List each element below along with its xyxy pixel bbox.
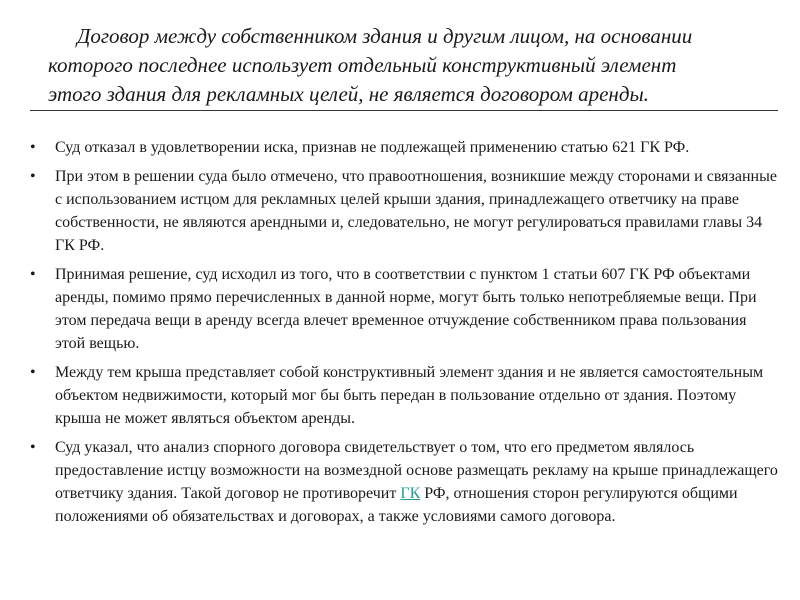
- title-line-3: этого здания для рекламных целей, не является договором аренды.: [48, 82, 649, 106]
- bullet-item-1: [30, 136, 780, 159]
- bullet-list: [30, 136, 780, 534]
- bullet-marker: •: [30, 168, 36, 185]
- gk-link[interactable]: ГК: [400, 485, 421, 502]
- bullet-marker: •: [30, 266, 36, 283]
- title-line-2: которого последнее использует отдельный конструктивный элемент: [48, 53, 677, 77]
- bullet-item-5: [30, 436, 780, 528]
- title-line-1: Договор между собственником здания и другим лицом, на основании: [77, 24, 693, 48]
- bullet-text: При этом в решении суда было отмечено, что правоотношения, возникшие между сторонами и связанные с использованием истцом для рекламных целей крыши здания, принадлежащего ответчику на праве собственности, не являются арендными и, следовательно, не могут регулироваться правилами главы 34 ГК РФ.: [55, 168, 777, 254]
- bullet-marker: •: [30, 139, 36, 156]
- bullet-text: Суд отказал в удовлетворении иска, признав не подлежащей применению статью 621 ГК РФ.: [55, 139, 690, 156]
- bullet-marker: •: [30, 364, 36, 381]
- bullet-text-after-link: РФ, отношения сторон регулируются общими положениями об обязательствах и договорах, а также условиями самого договора.: [55, 485, 738, 525]
- bullet-marker: •: [30, 439, 36, 456]
- bullet-text: Между тем крыша представляет собой конструктивный элемент здания и не является самостоятельным объектом недвижимости, который мог бы быть передан в пользование отдельно от здания. Поэтому крыша не может являться объектом аренды.: [55, 364, 764, 427]
- bullet-text: Принимая решение, суд исходил из того, что в соответствии с пунктом 1 статьи 607 ГК РФ объектами аренды, помимо прямо перечисленных в данной норме, могут быть только непотребляемые вещи. При этом передача вещи в аренду всегда влечет временное отчуждение собственником права пользования этой вещью.: [55, 266, 757, 352]
- bullet-item-2: [30, 165, 780, 257]
- bullet-item-3: [30, 263, 780, 355]
- slide-title: [40, 22, 740, 109]
- bullet-item-4: [30, 361, 780, 430]
- title-divider: [30, 110, 778, 111]
- bullet-text-before-link: Суд указал, что анализ спорного договора свидетельствует о том, что его предметом являлось предоставление истцу возможности на возмездной основе размещать рекламу на крыше принадлежащего ответчику здания. Такой договор не противоречит: [55, 439, 778, 502]
